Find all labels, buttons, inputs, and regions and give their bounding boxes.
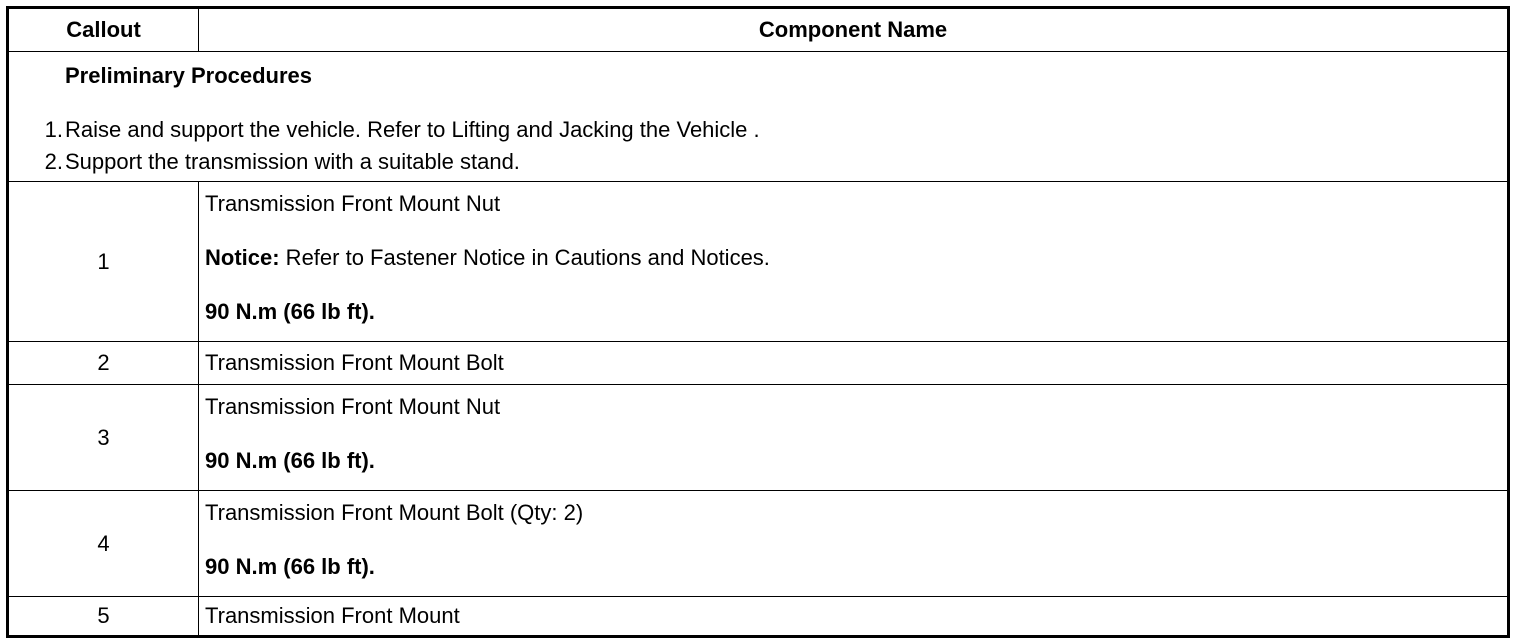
component-cell bbox=[199, 342, 1509, 385]
component-name: Transmission Front Mount bbox=[205, 603, 460, 628]
component-name: Transmission Front Mount Bolt (Qty: 2) bbox=[205, 500, 584, 525]
notice-label: Notice: bbox=[205, 245, 280, 270]
torque-spec: 90 N.m (66 lb ft). bbox=[205, 554, 375, 579]
notice-text: Refer to Fastener Notice in Cautions and Notices. bbox=[279, 245, 770, 270]
component-cell bbox=[199, 182, 1509, 342]
callout-cell: 4 bbox=[8, 491, 199, 597]
preliminary-title: Preliminary Procedures bbox=[65, 63, 313, 88]
callout-cell: 5 bbox=[8, 597, 199, 637]
table-row bbox=[8, 597, 1509, 637]
step-text: Raise and support the vehicle. Refer to Lifting and Jacking the Vehicle . bbox=[65, 117, 760, 142]
table-header-row bbox=[8, 8, 1509, 52]
preliminary-steps bbox=[9, 117, 1507, 175]
table-row bbox=[8, 385, 1509, 491]
component-name: Transmission Front Mount Bolt bbox=[205, 350, 504, 375]
header-component-name: Component Name bbox=[199, 8, 1509, 52]
list-item bbox=[9, 149, 1507, 175]
preliminary-cell bbox=[8, 52, 1509, 182]
callout-cell: 1 bbox=[8, 182, 199, 342]
component-name: Transmission Front Mount Nut bbox=[205, 191, 501, 216]
notice-line bbox=[205, 245, 1507, 271]
step-text: Support the transmission with a suitable stand. bbox=[65, 149, 520, 174]
list-item bbox=[9, 117, 1507, 143]
torque-spec: 90 N.m (66 lb ft). bbox=[205, 448, 375, 473]
component-cell bbox=[199, 385, 1509, 491]
component-cell bbox=[199, 597, 1509, 637]
callout-cell: 3 bbox=[8, 385, 199, 491]
header-callout: Callout bbox=[8, 8, 199, 52]
table-row bbox=[8, 182, 1509, 342]
table-row bbox=[8, 342, 1509, 385]
step-number: 1. bbox=[44, 117, 63, 142]
torque-spec: 90 N.m (66 lb ft). bbox=[205, 299, 375, 324]
step-number: 2. bbox=[44, 149, 63, 174]
table-row bbox=[8, 491, 1509, 597]
preliminary-row bbox=[8, 52, 1509, 182]
component-name: Transmission Front Mount Nut bbox=[205, 394, 501, 419]
callout-cell: 2 bbox=[8, 342, 199, 385]
component-table bbox=[6, 6, 1510, 638]
component-cell bbox=[199, 491, 1509, 597]
